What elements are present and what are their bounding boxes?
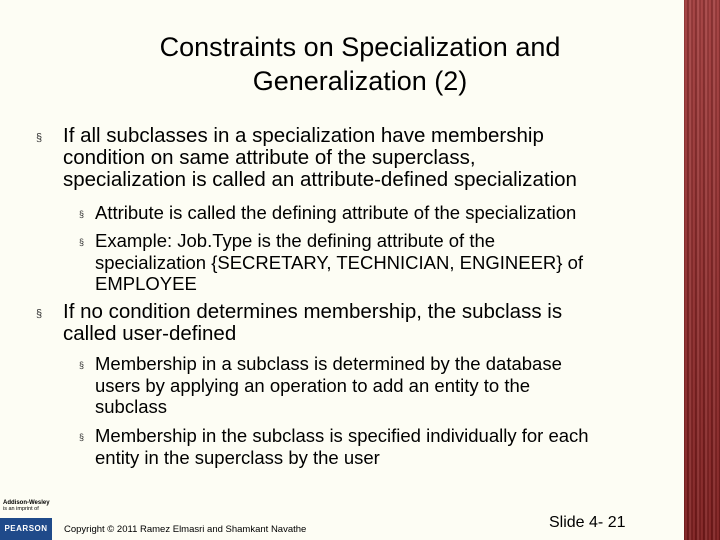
bullet-point: § If all subclasses in a specialization have membership condition on same attribute of the superclass, specialization is called an attribute-defined specialization bbox=[36, 124, 577, 191]
title-line: Generalization (2) bbox=[252, 66, 468, 96]
slide-number: Slide 4- 21 bbox=[549, 514, 626, 531]
bullet-marker: § bbox=[79, 237, 85, 247]
slide-title bbox=[60, 30, 660, 98]
addison-wesley-logo: Addison-Wesley is an imprint of bbox=[3, 500, 50, 512]
bullet-point: § If no condition determines membership, the subclass is called user-defined bbox=[36, 300, 563, 345]
sub-bullet-point: § Example: Job.Type is the defining attribute of the specialization {SECRETARY, TECHNICIAN, ENGINEER} of EMPLOYEE bbox=[79, 230, 584, 294]
bullet-marker: § bbox=[36, 132, 43, 144]
sub-bullet-point: § Attribute is called the defining attribute of the specialization bbox=[95, 202, 695, 224]
title-line: Constraints on Specialization and bbox=[159, 32, 561, 62]
pearson-logo: PEARSON bbox=[0, 518, 52, 540]
sub-bullet-point: § Membership in the subclass is specified individually for each entity in the superclass by the user bbox=[79, 425, 589, 468]
bullet-marker: § bbox=[79, 209, 85, 219]
sub-bullet-point: § Membership in a subclass is determined by the database users by applying an operation to add an entity to the subclass bbox=[79, 353, 562, 417]
bullet-marker: § bbox=[79, 360, 85, 370]
bullet-marker: § bbox=[36, 308, 43, 320]
decorative-side-bar bbox=[684, 0, 720, 540]
bullet-marker: § bbox=[79, 432, 85, 442]
copyright-text: Copyright © 2011 Ramez Elmasri and Shamkant Navathe bbox=[64, 524, 307, 535]
